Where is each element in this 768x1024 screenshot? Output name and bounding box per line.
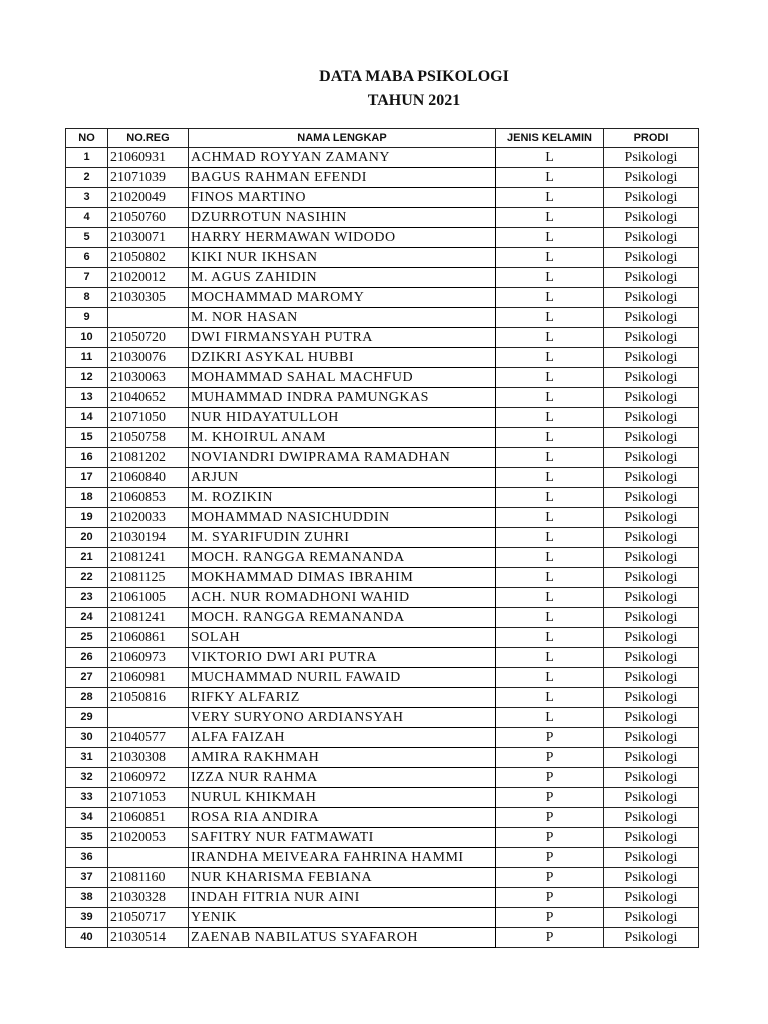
student-name-cell: MOHAMMAD SAHAL MACHFUD <box>189 368 496 388</box>
document-title: DATA MABA PSIKOLOGI <box>319 68 509 85</box>
row-number-cell: 28 <box>66 688 108 708</box>
row-number-cell: 24 <box>66 608 108 628</box>
registration-number-cell <box>108 848 189 868</box>
gender-cell: L <box>496 228 604 248</box>
table-row <box>66 688 699 708</box>
table-row <box>66 208 699 228</box>
row-number-cell: 5 <box>66 228 108 248</box>
table-row <box>66 588 699 608</box>
registration-number-cell: 21081202 <box>108 448 189 468</box>
table-row <box>66 828 699 848</box>
row-number-cell: 33 <box>66 788 108 808</box>
student-name-cell: YENIK <box>189 908 496 928</box>
table-row <box>66 868 699 888</box>
registration-number-cell: 21020053 <box>108 828 189 848</box>
table-row <box>66 468 699 488</box>
registration-number-cell: 21020049 <box>108 188 189 208</box>
gender-cell: P <box>496 908 604 928</box>
row-number-cell: 14 <box>66 408 108 428</box>
registration-number-cell: 21060981 <box>108 668 189 688</box>
gender-cell: L <box>496 668 604 688</box>
student-name-cell: IZZA NUR RAHMA <box>189 768 496 788</box>
row-number-cell: 2 <box>66 168 108 188</box>
row-number-cell: 27 <box>66 668 108 688</box>
gender-cell: L <box>496 148 604 168</box>
study-program-cell: Psikologi <box>604 228 699 248</box>
gender-cell: L <box>496 168 604 188</box>
study-program-cell: Psikologi <box>604 528 699 548</box>
registration-number-cell: 21061005 <box>108 588 189 608</box>
study-program-cell: Psikologi <box>604 148 699 168</box>
study-program-cell: Psikologi <box>604 768 699 788</box>
study-program-cell: Psikologi <box>604 788 699 808</box>
table-row <box>66 628 699 648</box>
row-number-cell: 29 <box>66 708 108 728</box>
registration-number-cell: 21050720 <box>108 328 189 348</box>
registration-number-cell: 21060853 <box>108 488 189 508</box>
registration-number-cell <box>108 308 189 328</box>
gender-cell: L <box>496 648 604 668</box>
study-program-cell: Psikologi <box>604 408 699 428</box>
table-row <box>66 268 699 288</box>
column-header-noreg: NO.REG <box>108 129 189 148</box>
gender-cell: L <box>496 388 604 408</box>
registration-number-cell: 21071050 <box>108 408 189 428</box>
gender-cell: L <box>496 428 604 448</box>
student-name-cell: KIKI NUR IKHSAN <box>189 248 496 268</box>
table-row <box>66 888 699 908</box>
row-number-cell: 23 <box>66 588 108 608</box>
registration-number-cell: 21060931 <box>108 148 189 168</box>
study-program-cell: Psikologi <box>604 668 699 688</box>
gender-cell: L <box>496 408 604 428</box>
registration-number-cell: 21030328 <box>108 888 189 908</box>
table-row <box>66 928 699 948</box>
row-number-cell: 17 <box>66 468 108 488</box>
row-number-cell: 25 <box>66 628 108 648</box>
table-row <box>66 508 699 528</box>
table-row <box>66 148 699 168</box>
row-number-cell: 4 <box>66 208 108 228</box>
student-name-cell: M. KHOIRUL ANAM <box>189 428 496 448</box>
row-number-cell: 11 <box>66 348 108 368</box>
table-row <box>66 288 699 308</box>
study-program-cell: Psikologi <box>604 508 699 528</box>
student-name-cell: NOVIANDRI DWIPRAMA RAMADHAN <box>189 448 496 468</box>
study-program-cell: Psikologi <box>604 828 699 848</box>
gender-cell: L <box>496 468 604 488</box>
registration-number-cell: 21030194 <box>108 528 189 548</box>
registration-number-cell: 21030076 <box>108 348 189 368</box>
table-row <box>66 408 699 428</box>
student-name-cell: SOLAH <box>189 628 496 648</box>
student-name-cell: DZIKRI ASYKAL HUBBI <box>189 348 496 368</box>
row-number-cell: 37 <box>66 868 108 888</box>
row-number-cell: 16 <box>66 448 108 468</box>
student-name-cell: ZAENAB NABILATUS SYAFAROH <box>189 928 496 948</box>
registration-number-cell: 21071039 <box>108 168 189 188</box>
gender-cell: P <box>496 728 604 748</box>
registration-number-cell: 21050760 <box>108 208 189 228</box>
table-row <box>66 668 699 688</box>
registration-number-cell: 21081160 <box>108 868 189 888</box>
table-row <box>66 528 699 548</box>
study-program-cell: Psikologi <box>604 688 699 708</box>
registration-number-cell: 21030514 <box>108 928 189 948</box>
study-program-cell: Psikologi <box>604 268 699 288</box>
table-row <box>66 548 699 568</box>
registration-number-cell: 21030063 <box>108 368 189 388</box>
table-row <box>66 368 699 388</box>
table-body <box>66 148 699 948</box>
registration-number-cell: 21081241 <box>108 608 189 628</box>
registration-number-cell: 21060973 <box>108 648 189 668</box>
study-program-cell: Psikologi <box>604 848 699 868</box>
study-program-cell: Psikologi <box>604 468 699 488</box>
study-program-cell: Psikologi <box>604 868 699 888</box>
study-program-cell: Psikologi <box>604 908 699 928</box>
row-number-cell: 39 <box>66 908 108 928</box>
study-program-cell: Psikologi <box>604 448 699 468</box>
table-header-row <box>66 129 699 148</box>
row-number-cell: 12 <box>66 368 108 388</box>
row-number-cell: 36 <box>66 848 108 868</box>
student-name-cell: ACHMAD ROYYAN ZAMANY <box>189 148 496 168</box>
study-program-cell: Psikologi <box>604 308 699 328</box>
study-program-cell: Psikologi <box>604 608 699 628</box>
study-program-cell: Psikologi <box>604 388 699 408</box>
gender-cell: L <box>496 328 604 348</box>
registration-number-cell: 21040652 <box>108 388 189 408</box>
row-number-cell: 15 <box>66 428 108 448</box>
row-number-cell: 20 <box>66 528 108 548</box>
registration-number-cell: 21030305 <box>108 288 189 308</box>
registration-number-cell: 21040577 <box>108 728 189 748</box>
student-name-cell: M. NOR HASAN <box>189 308 496 328</box>
student-name-cell: NURUL KHIKMAH <box>189 788 496 808</box>
gender-cell: L <box>496 568 604 588</box>
row-number-cell: 22 <box>66 568 108 588</box>
gender-cell: P <box>496 808 604 828</box>
table-row <box>66 388 699 408</box>
student-name-cell: IRANDHA MEIVEARA FAHRINA HAMMI <box>189 848 496 868</box>
study-program-cell: Psikologi <box>604 428 699 448</box>
study-program-cell: Psikologi <box>604 188 699 208</box>
document-subtitle: TAHUN 2021 <box>367 92 461 109</box>
gender-cell: L <box>496 548 604 568</box>
student-name-cell: NUR HIDAYATULLOH <box>189 408 496 428</box>
row-number-cell: 32 <box>66 768 108 788</box>
study-program-cell: Psikologi <box>604 348 699 368</box>
registration-number-cell: 21071053 <box>108 788 189 808</box>
student-name-cell: INDAH FITRIA NUR AINI <box>189 888 496 908</box>
student-name-cell: NUR KHARISMA FEBIANA <box>189 868 496 888</box>
student-name-cell: M. SYARIFUDIN ZUHRI <box>189 528 496 548</box>
row-number-cell: 31 <box>66 748 108 768</box>
row-number-cell: 18 <box>66 488 108 508</box>
student-name-cell: ACH. NUR ROMADHONI WAHID <box>189 588 496 608</box>
column-header-jenis-kelamin: JENIS KELAMIN <box>496 129 604 148</box>
student-name-cell: HARRY HERMAWAN WIDODO <box>189 228 496 248</box>
student-name-cell: AMIRA RAKHMAH <box>189 748 496 768</box>
gender-cell: P <box>496 828 604 848</box>
registration-number-cell: 21050717 <box>108 908 189 928</box>
registration-number-cell: 21060861 <box>108 628 189 648</box>
table-row <box>66 328 699 348</box>
student-name-cell: MOCH. RANGGA REMANANDA <box>189 608 496 628</box>
gender-cell: L <box>496 688 604 708</box>
table-row <box>66 728 699 748</box>
student-name-cell: VIKTORIO DWI ARI PUTRA <box>189 648 496 668</box>
registration-number-cell: 21020033 <box>108 508 189 528</box>
row-number-cell: 26 <box>66 648 108 668</box>
student-name-cell: ARJUN <box>189 468 496 488</box>
study-program-cell: Psikologi <box>604 728 699 748</box>
registration-number-cell: 21020012 <box>108 268 189 288</box>
gender-cell: L <box>496 488 604 508</box>
student-name-cell: MOCH. RANGGA REMANANDA <box>189 548 496 568</box>
row-number-cell: 38 <box>66 888 108 908</box>
student-name-cell: VERY SURYONO ARDIANSYAH <box>189 708 496 728</box>
row-number-cell: 21 <box>66 548 108 568</box>
gender-cell: L <box>496 368 604 388</box>
gender-cell: L <box>496 208 604 228</box>
student-name-cell: RIFKY ALFARIZ <box>189 688 496 708</box>
row-number-cell: 35 <box>66 828 108 848</box>
table-row <box>66 768 699 788</box>
table-row <box>66 168 699 188</box>
gender-cell: P <box>496 788 604 808</box>
table-row <box>66 608 699 628</box>
table-row <box>66 308 699 328</box>
student-name-cell: ROSA RIA ANDIRA <box>189 808 496 828</box>
gender-cell: P <box>496 888 604 908</box>
gender-cell: L <box>496 508 604 528</box>
column-header-no: NO <box>66 129 108 148</box>
student-name-cell: M. ROZIKIN <box>189 488 496 508</box>
registration-number-cell: 21030308 <box>108 748 189 768</box>
row-number-cell: 1 <box>66 148 108 168</box>
study-program-cell: Psikologi <box>604 888 699 908</box>
student-name-cell: BAGUS RAHMAN EFENDI <box>189 168 496 188</box>
student-name-cell: MOHAMMAD NASICHUDDIN <box>189 508 496 528</box>
gender-cell: L <box>496 308 604 328</box>
table-row <box>66 748 699 768</box>
study-program-cell: Psikologi <box>604 368 699 388</box>
table-row <box>66 248 699 268</box>
student-table <box>65 128 699 948</box>
study-program-cell: Psikologi <box>604 588 699 608</box>
study-program-cell: Psikologi <box>604 708 699 728</box>
registration-number-cell <box>108 708 189 728</box>
student-name-cell: MUHAMMAD INDRA PAMUNGKAS <box>189 388 496 408</box>
registration-number-cell: 21081241 <box>108 548 189 568</box>
student-name-cell: ALFA FAIZAH <box>189 728 496 748</box>
registration-number-cell: 21081125 <box>108 568 189 588</box>
table-row <box>66 848 699 868</box>
gender-cell: L <box>496 448 604 468</box>
study-program-cell: Psikologi <box>604 568 699 588</box>
table-row <box>66 228 699 248</box>
study-program-cell: Psikologi <box>604 168 699 188</box>
registration-number-cell: 21060840 <box>108 468 189 488</box>
gender-cell: L <box>496 288 604 308</box>
student-name-cell: MUCHAMMAD NURIL FAWAID <box>189 668 496 688</box>
student-name-cell: DWI FIRMANSYAH PUTRA <box>189 328 496 348</box>
row-number-cell: 6 <box>66 248 108 268</box>
study-program-cell: Psikologi <box>604 648 699 668</box>
study-program-cell: Psikologi <box>604 748 699 768</box>
study-program-cell: Psikologi <box>604 628 699 648</box>
column-header-nama: NAMA LENGKAP <box>189 129 496 148</box>
gender-cell: L <box>496 188 604 208</box>
table-row <box>66 428 699 448</box>
study-program-cell: Psikologi <box>604 328 699 348</box>
registration-number-cell: 21050816 <box>108 688 189 708</box>
table-row <box>66 808 699 828</box>
study-program-cell: Psikologi <box>604 208 699 228</box>
study-program-cell: Psikologi <box>604 548 699 568</box>
table-row <box>66 488 699 508</box>
table-row <box>66 188 699 208</box>
row-number-cell: 10 <box>66 328 108 348</box>
row-number-cell: 13 <box>66 388 108 408</box>
student-name-cell: MOKHAMMAD DIMAS IBRAHIM <box>189 568 496 588</box>
student-name-cell: M. AGUS ZAHIDIN <box>189 268 496 288</box>
registration-number-cell: 21060851 <box>108 808 189 828</box>
student-name-cell: DZURROTUN NASIHIN <box>189 208 496 228</box>
row-number-cell: 3 <box>66 188 108 208</box>
row-number-cell: 34 <box>66 808 108 828</box>
student-name-cell: MOCHAMMAD MAROMY <box>189 288 496 308</box>
study-program-cell: Psikologi <box>604 288 699 308</box>
gender-cell: L <box>496 588 604 608</box>
student-name-cell: SAFITRY NUR FATMAWATI <box>189 828 496 848</box>
gender-cell: P <box>496 928 604 948</box>
table-row <box>66 708 699 728</box>
registration-number-cell: 21050802 <box>108 248 189 268</box>
registration-number-cell: 21050758 <box>108 428 189 448</box>
study-program-cell: Psikologi <box>604 488 699 508</box>
gender-cell: L <box>496 608 604 628</box>
gender-cell: P <box>496 768 604 788</box>
row-number-cell: 9 <box>66 308 108 328</box>
table-row <box>66 648 699 668</box>
gender-cell: L <box>496 528 604 548</box>
gender-cell: L <box>496 708 604 728</box>
gender-cell: P <box>496 748 604 768</box>
gender-cell: P <box>496 868 604 888</box>
column-header-prodi: PRODI <box>604 129 699 148</box>
row-number-cell: 8 <box>66 288 108 308</box>
table-row <box>66 568 699 588</box>
study-program-cell: Psikologi <box>604 928 699 948</box>
gender-cell: P <box>496 848 604 868</box>
gender-cell: L <box>496 268 604 288</box>
registration-number-cell: 21060972 <box>108 768 189 788</box>
study-program-cell: Psikologi <box>604 808 699 828</box>
gender-cell: L <box>496 248 604 268</box>
row-number-cell: 40 <box>66 928 108 948</box>
row-number-cell: 7 <box>66 268 108 288</box>
study-program-cell: Psikologi <box>604 248 699 268</box>
table-row <box>66 448 699 468</box>
row-number-cell: 30 <box>66 728 108 748</box>
table-row <box>66 788 699 808</box>
table-row <box>66 348 699 368</box>
gender-cell: L <box>496 628 604 648</box>
student-name-cell: FINOS MARTINO <box>189 188 496 208</box>
table-row <box>66 908 699 928</box>
registration-number-cell: 21030071 <box>108 228 189 248</box>
row-number-cell: 19 <box>66 508 108 528</box>
gender-cell: L <box>496 348 604 368</box>
